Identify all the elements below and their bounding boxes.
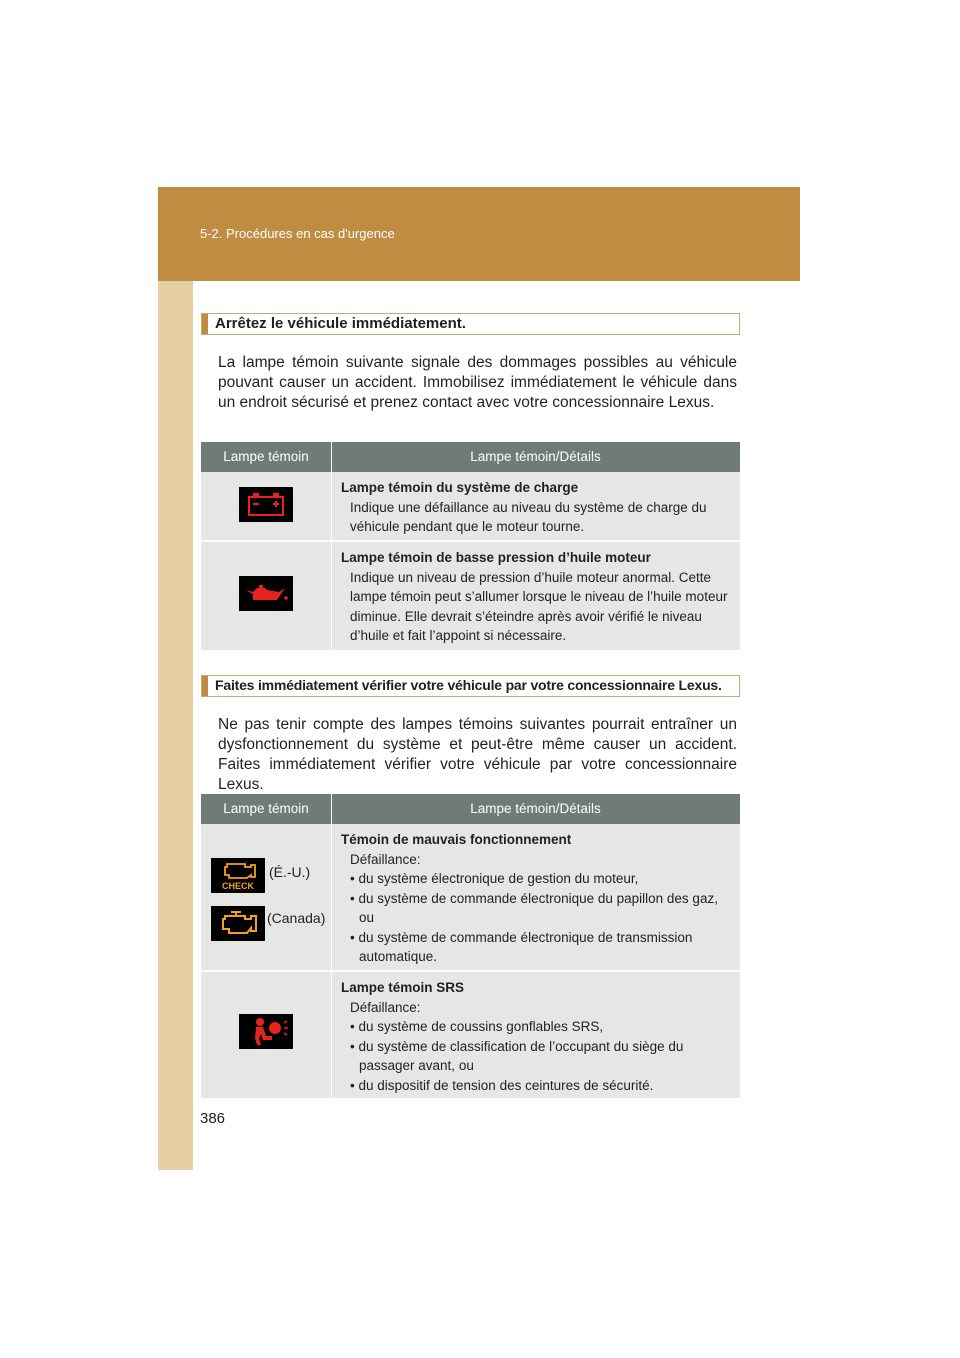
table2-row-malfunction: [201, 824, 740, 970]
section-title: 5-2. Procédures en cas d'urgence: [200, 226, 395, 241]
battery-warning-icon: [239, 487, 293, 522]
engine-warning-icon: [211, 906, 265, 941]
row-title: Témoin de mauvais fonctionnement: [341, 832, 572, 847]
row-title: Lampe témoin SRS: [341, 980, 465, 995]
bullet-item: • du système électronique de gestion du moteur,: [350, 871, 639, 886]
bullet-item: • du système de commande électronique de transmission automatique.: [350, 929, 693, 964]
check-engine-icon: [211, 858, 265, 893]
section2-heading: [201, 675, 740, 697]
side-strip: [158, 281, 193, 1170]
row-description: Indique une défaillance au niveau du système de charge du véhicule pendant que le moteur tourne.: [350, 499, 707, 534]
row-title: Lampe témoin du système de charge: [341, 480, 579, 495]
bullet-item: • du système de commande électronique du papillon des gaz, ou: [350, 890, 718, 925]
region-label-us: (É.-U.): [269, 864, 311, 880]
table1-row-oil: [201, 542, 740, 650]
bullet-item: • du système de classification de l’occupant du siège du passager avant, ou: [350, 1038, 684, 1073]
oil-pressure-warning-icon: [239, 576, 293, 611]
srs-airbag-warning-icon: [239, 1014, 293, 1049]
heading-accent-bar: [202, 676, 208, 696]
table2-col1-header: Lampe témoin: [223, 801, 309, 816]
table1-col1-header: Lampe témoin: [223, 449, 309, 464]
row-description: Indique un niveau de pression d’huile moteur anormal. Cette lampe témoin peut s’allumer lorsque le niveau de l’huile moteur diminue. Elle devrait s’éteindre après avoir vérifié le niveau d’huile et fait l’appoint si nécessaire.: [350, 569, 728, 643]
section1-heading: [201, 313, 740, 335]
table1-header: [201, 442, 740, 472]
section1-heading-text: Arrêtez le véhicule immédiatement.: [215, 315, 466, 332]
bullet-item: • du système de coussins gonflables SRS,: [350, 1019, 604, 1034]
region-label-canada: (Canada): [267, 910, 326, 926]
page-number: 386: [200, 1110, 226, 1127]
row-description: Défaillance:: [350, 999, 421, 1015]
table2-col2-header: Lampe témoin/Détails: [470, 801, 601, 816]
check-icon-text: CHECK: [221, 881, 255, 891]
row-title: Lampe témoin de basse pression d’huile moteur: [341, 550, 651, 565]
table2-header: [201, 794, 740, 824]
table1-row-charge: [201, 472, 740, 540]
section2-paragraph: Ne pas tenir compte des lampes témoins suivantes pourrait entraîner un dysfonctionnement du système et peut-être même causer un accident. Faites immédiatement vérifier votre véhicule par votre concessionnaire Lexus.: [218, 716, 737, 793]
table2-row-srs: [201, 972, 740, 1098]
section2-heading-text: Faites immédiatement vérifier votre véhicule par votre concessionnaire Lexus.: [215, 677, 722, 693]
row-description: Défaillance:: [350, 851, 421, 867]
section1-paragraph: La lampe témoin suivante signale des dommages possibles au véhicule pouvant causer un accident. Immobilisez immédiatement le véhicule dans un endroit sécurisé et prenez contact avec votre concessionnaire Lexus.: [218, 354, 737, 411]
table1-col2-header: Lampe témoin/Détails: [470, 449, 601, 464]
bullet-item: • du dispositif de tension des ceintures de sécurité.: [350, 1077, 654, 1093]
heading-accent-bar: [202, 314, 208, 334]
